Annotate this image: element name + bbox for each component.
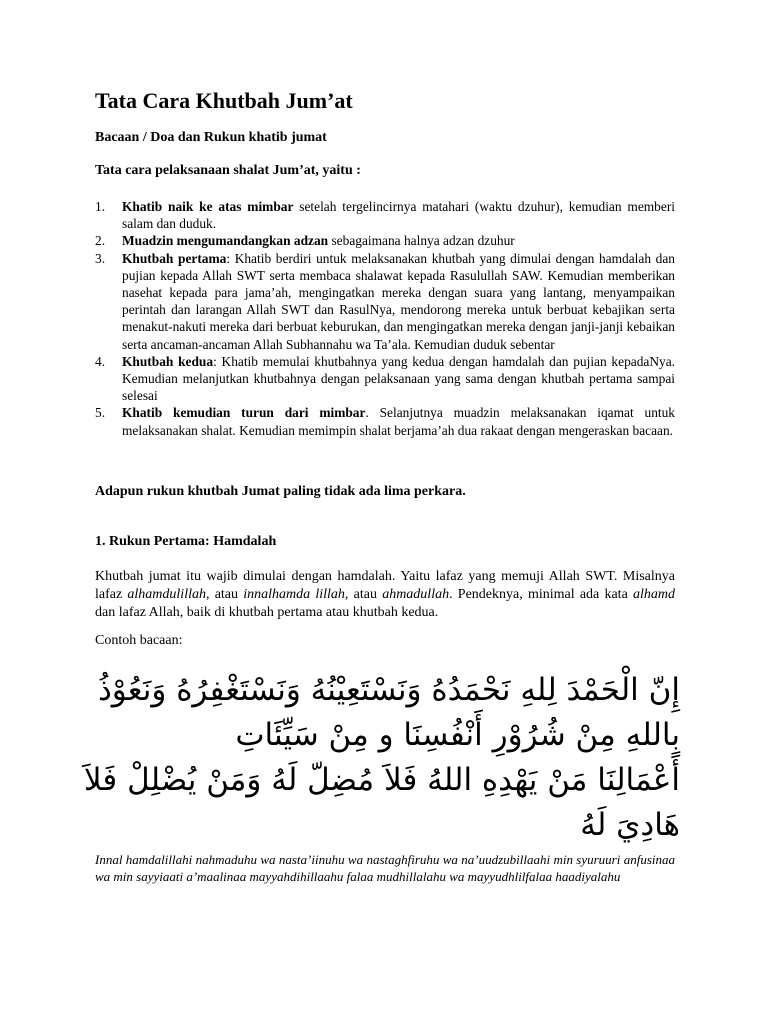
paragraph-text: . Pendeknya, minimal ada kata — [449, 587, 633, 602]
arabic-prayer-text — [83, 668, 680, 848]
section-heading-hamdalah: 1. Rukun Pertama: Hamdalah — [95, 534, 277, 549]
step-bold-text: Khatib naik ke atas mimbar — [122, 199, 294, 214]
list-number: 2. — [95, 233, 106, 249]
rukun-summary: Adapun rukun khutbah Jumat paling tidak ada lima perkara. — [95, 484, 466, 499]
steps-list — [95, 198, 675, 439]
transliteration-text: Innal hamdalillahi nahmaduhu wa nasta’iinuhu wa nastaghfiruhu wa na’uudzubillaahi min syuruuri anfusinaa wa min sayyiaati a’maalinaa mayyahdihillaahu falaa mudhillalahu wa mayyudhlilfalaa haadiyalahu — [95, 852, 675, 884]
intro-heading: Tata cara pelaksanaan shalat Jum’at, yaitu : — [95, 163, 361, 178]
step-text: setelah tergelincirnya matahari (waktu dzuhur), kemudian memberi salam dan duduk. — [122, 199, 675, 232]
list-number: 3. — [95, 250, 106, 266]
example-label: Contoh bacaan: — [95, 633, 183, 648]
hamdalah-paragraph — [95, 568, 675, 622]
italic-term: ahmadullah — [382, 587, 450, 602]
step-bold-text: Khutbah kedua — [122, 353, 214, 369]
subtitle: Bacaan / Doa dan Rukun khatib jumat — [95, 130, 327, 145]
step-bold-text: Khutbah pertama — [122, 250, 227, 266]
list-number: 5. — [95, 405, 106, 421]
italic-term: innalhamda lillah — [243, 587, 345, 602]
arabic-line: إِنّ الْحَمْدَ لِلهِ نَحْمَدُهُ وَنَسْتَعِيْنُهُ وَنَسْتَغْفِرُهُ وَنَعُوْذُ — [97, 672, 680, 708]
step-text: sebagaimana halnya adzan dzuhur — [328, 233, 515, 249]
arabic-line: أَعْمَالِنَا مَنْ يَهْدِهِ اللهُ فَلاَ مُضِلّ لَهُ وَمَنْ يُضْلِلْ فَلاَ — [83, 762, 680, 798]
list-item — [95, 198, 675, 232]
step-bold-text: Khatib kemudian turun dari mimbar — [122, 405, 366, 421]
step-bold-text: Muadzin mengumandangkan adzan — [122, 233, 329, 249]
list-number: 1. — [95, 199, 106, 214]
italic-term: alhamdulillah — [127, 587, 206, 602]
paragraph-text: Khutbah jumat itu wajib dimulai dengan hamdalah. Yaitu lafaz yang memuji Allah SWT. Misalnya lafaz — [95, 569, 675, 602]
paragraph-text: , atau — [205, 587, 244, 602]
step-text: : Khatib memulai khutbahnya yang kedua dengan hamdalah dan pujian kepadaNya. Kemudian melanjutkan khutbahnya dengan pelaksanaan yang sama dengan khutbah pertama sampai selesai — [122, 353, 675, 404]
list-item — [95, 353, 675, 405]
paragraph-text: dan lafaz Allah, baik di khutbah pertama atau khutbah kedua. — [95, 605, 439, 620]
list-item — [95, 232, 675, 249]
arabic-line: هَادِيَ لَهُ — [580, 807, 680, 843]
list-number: 4. — [95, 353, 106, 369]
paragraph-text: , atau — [344, 587, 383, 602]
page-title: Tata Cara Khutbah Jum’at — [95, 88, 353, 113]
list-item — [95, 404, 675, 438]
italic-term: alhamd — [633, 587, 675, 602]
arabic-line: بِاللهِ مِنْ شُرُوْرِ أَنْفُسِنَا و مِنْ سَيِّئَاتِ — [235, 717, 680, 753]
list-item — [95, 250, 675, 353]
step-text: . Selanjutnya muadzin melaksanakan iqamat untuk melaksanakan shalat. Kemudian memimpin shalat berjama’ah dua rakaat dengan mengeraskan bacaan. — [122, 405, 675, 438]
step-text: : Khatib berdiri untuk melaksanakan khutbah yang dimulai dengan hamdalah dan pujian kepada Allah SWT serta membaca shalawat kepada Rasulullah SAW. Kemudian memberikan nasehat kepada para jama’ah, mengingatkan mereka dengan suara yang lantang, menyampaikan perintah dan larangan Allah SWT dan RasulNya, mendorong mereka untuk berbuat kebajikan serta menakut-nakuti mereka dari berbuat keburukan, dan mengingatkan mereka dengan janji-janji kebaikan serta ancaman-ancaman Allah Subhannahu wa Ta’ala. Kemudian duduk sebentar — [122, 250, 676, 352]
